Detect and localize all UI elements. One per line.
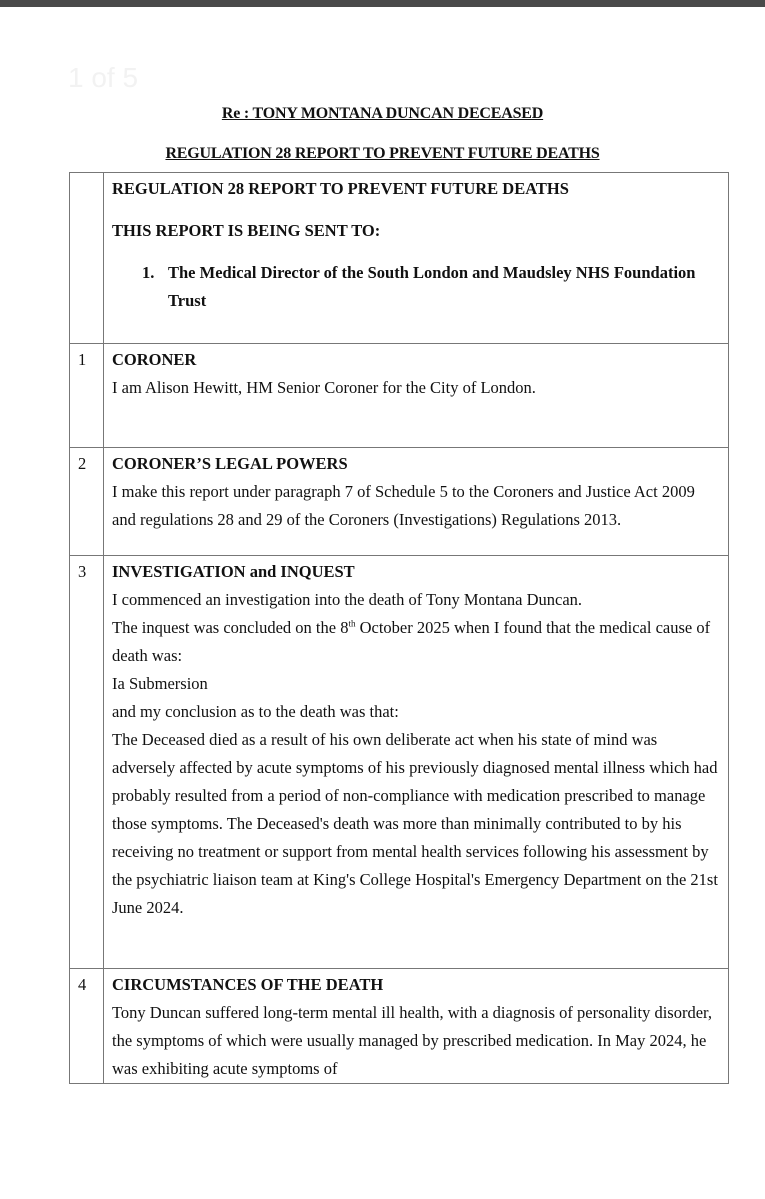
- section-row: [70, 556, 729, 969]
- section-number: 2: [70, 448, 104, 556]
- page-indicator: 1 of 5: [68, 62, 139, 93]
- section-number: 4: [70, 969, 104, 1084]
- section-text: I am Alison Hewitt, HM Senior Coroner for the City of London.: [112, 378, 536, 397]
- section-heading: CORONER’S LEGAL POWERS: [112, 454, 348, 473]
- section-heading: CIRCUMSTANCES OF THE DEATH: [112, 975, 384, 994]
- section-number: 1: [70, 344, 104, 448]
- viewer-top-bar: [0, 0, 765, 7]
- document-subtitle: REGULATION 28 REPORT TO PREVENT FUTURE DEATHS: [165, 145, 600, 162]
- section-row: [70, 969, 729, 1084]
- intro-heading: REGULATION 28 REPORT TO PREVENT FUTURE DEATHS: [112, 179, 569, 198]
- section-text: Tony Duncan suffered long-term mental ill health, with a diagnosis of personality disorder, the symptoms of which were usually managed by prescribed medication. In May 2024, he was exhibiting acute symptoms of: [112, 1003, 712, 1078]
- recipient-item: 1. The Medical Director of the South London and Maudsley NHS Foundation Trust: [142, 263, 696, 310]
- intro-row: [70, 173, 729, 344]
- section-text: The inquest was concluded on the 8th October 2025 when I found that the medical cause of death was:: [112, 618, 711, 665]
- document-title: Re : TONY MONTANA DUNCAN DECEASED: [221, 105, 544, 122]
- cause-of-death: Ia Submersion: [112, 674, 208, 693]
- section-text: I commenced an investigation into the death of Tony Montana Duncan.: [112, 590, 583, 609]
- report-table: [69, 172, 729, 1084]
- section-number: 3: [70, 556, 104, 969]
- sent-to-label: THIS REPORT IS BEING SENT TO:: [112, 221, 381, 240]
- section-heading: INVESTIGATION and INQUEST: [112, 562, 355, 581]
- section-heading: CORONER: [112, 350, 197, 369]
- conclusion-text: The Deceased died as a result of his own deliberate act when his state of mind was adversely affected by acute symptoms of his previously diagnosed mental illness which had probably resulted from a period of non-compliance with medication prescribed to manage those symptoms. The Deceased's death was more than minimally contributed to by his receiving no treatment or support from mental health services following his assessment by the psychiatric liaison team at King's College Hospital's Emergency Department on the 21st June 2024.: [112, 730, 718, 917]
- section-row: [70, 344, 729, 448]
- section-row: [70, 448, 729, 556]
- section-text: I make this report under paragraph 7 of Schedule 5 to the Coroners and Justice Act 2009 and regulations 28 and 29 of the Coroners (Investigations) Regulations 2013.: [112, 482, 695, 529]
- section-text: and my conclusion as to the death was that:: [112, 702, 399, 721]
